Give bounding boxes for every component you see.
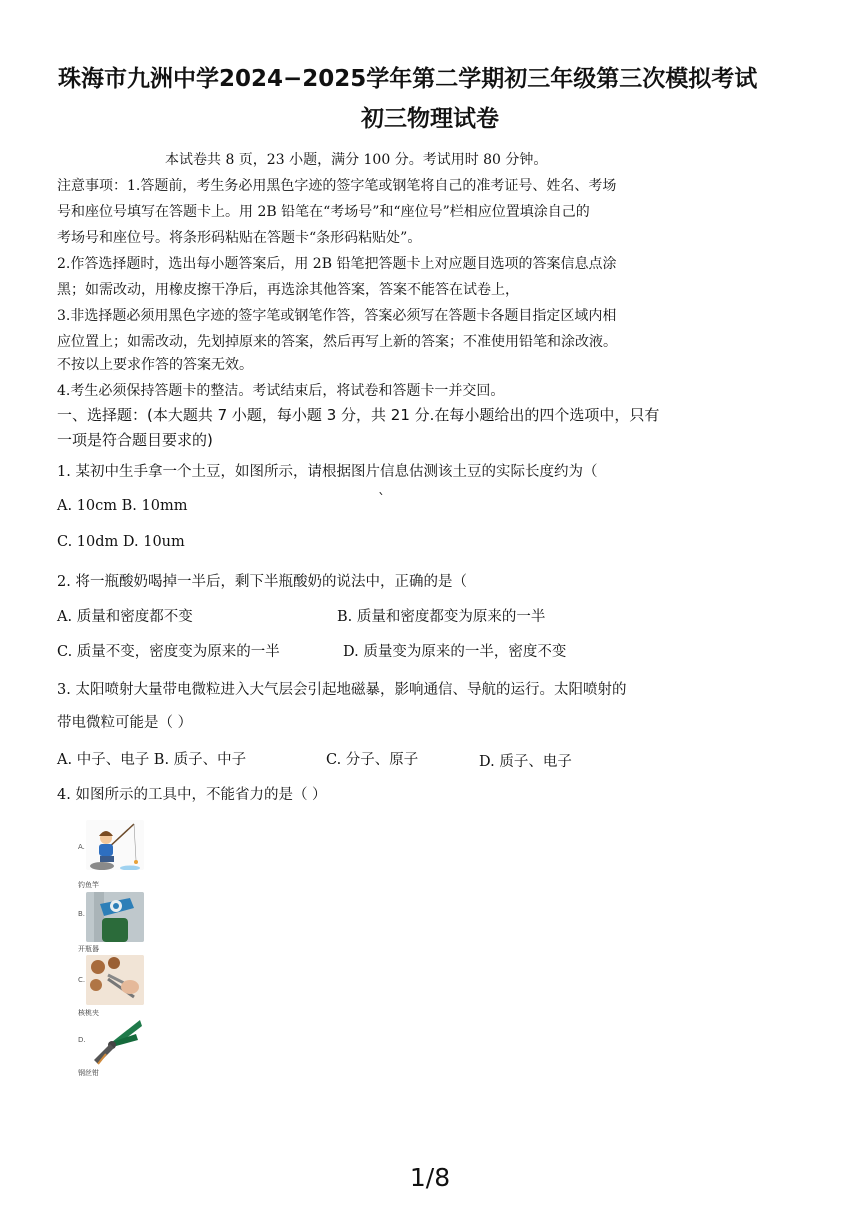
page-number: 1/8: [409, 1163, 451, 1192]
notes-line-7: 应位置上；如需改动，先划掉原来的答案，然后再写上新的答案；不准使用铅笔和涂改液。: [57, 334, 617, 350]
question-2-option-d: D. 质量变为原来的一半，密度不变: [343, 644, 567, 660]
figure-d-name: 钢丝钳: [78, 1069, 99, 1077]
fishing-rod-icon: [86, 820, 144, 870]
question-2-option-a: A. 质量和密度都不变: [57, 609, 193, 625]
question-3-option-c: C. 分子、原子: [326, 752, 419, 768]
question-2-stem: 2. 将一瓶酸奶喝掉一半后，剩下半瓶酸奶的说法中，正确的是（: [57, 574, 467, 590]
exam-title-line2: 初三物理试卷: [361, 106, 499, 132]
notes-line-8: 不按以上要求作答的答案无效。: [57, 357, 253, 373]
exam-title-line1: 珠海市九洲中学2024−2025学年第二学期初三年级第三次模拟考试: [58, 66, 758, 92]
section-heading-line1: 一、选择题：(本大题共 7 小题，每小题 3 分，共 21 分.在每小题给出的四个选项中，只有: [57, 406, 660, 424]
notes-line-6: 3.非选择题必须用黑色字迹的签字笔或钢笔作答，答案必须写在答题卡各题目指定区域内相: [57, 308, 617, 324]
question-3-stem-line2: 带电微粒可能是（ ）: [57, 715, 193, 731]
pliers-icon: [86, 1018, 144, 1068]
question-1-options-ab: A. 10cm B. 10mm: [57, 498, 188, 514]
notes-line-4: 2.作答选择题时，选出每小题答案后，用 2B 铅笔把答题卡上对应题目选项的答案信息点涂: [57, 256, 617, 272]
question-3-stem-line1: 3. 太阳喷射大量带电微粒进入大气层会引起地磁暴，影响通信、导航的运行。太阳喷射的: [57, 682, 627, 698]
bottle-opener-icon: [86, 892, 144, 942]
question-1-mark: `: [378, 492, 386, 508]
notes-line-5: 黑；如需改动，用橡皮擦干净后，再选涂其他答案，答案不能答在试卷上，: [57, 282, 519, 298]
question-4-figure: [72, 818, 162, 1080]
figure-a-name: 钓鱼竿: [78, 881, 99, 889]
exam-summary: 本试卷共 8 页，23 小题，满分 100 分。考试用时 80 分钟。: [165, 152, 548, 168]
figure-b-letter: B.: [78, 910, 86, 918]
notes-line-3: 考场号和座位号。将条形码粘贴在答题卡“条形码粘贴处”。: [57, 230, 422, 246]
notes-line-9: 4.考生必须保持答题卡的整洁。考试结束后，将试卷和答题卡一并交回。: [57, 383, 505, 399]
question-1-options-cd: C. 10dm D. 10um: [57, 534, 185, 550]
notes-line-1: 注意事项：1.答题前，考生务必用黑色字迹的签字笔或钢笔将自己的准考证号、姓名、考场: [57, 178, 617, 194]
question-1-stem: 1. 某初中生手拿一个土豆，如图所示，请根据图片信息估测该土豆的实际长度约为（: [57, 464, 598, 480]
figure-d-letter: D.: [78, 1036, 86, 1044]
figure-a-letter: A.: [78, 843, 85, 851]
section-heading-line2: 一项是符合题目要求的): [57, 431, 213, 449]
figure-c-name: 核桃夹: [78, 1009, 99, 1017]
figure-c-letter: C.: [78, 976, 86, 984]
figure-b-name: 开瓶器: [78, 945, 99, 953]
question-2-option-b: B. 质量和密度都变为原来的一半: [337, 609, 546, 625]
nutcracker-icon: [86, 955, 144, 1005]
notes-line-2: 号和座位号填写在答题卡上。用 2B 铅笔在“考场号”和“座位号”栏相应位置填涂自己的: [57, 204, 590, 220]
question-3-option-d: D. 质子、电子: [479, 754, 572, 770]
question-3-options-ab: A. 中子、电子 B. 质子、中子: [57, 752, 247, 768]
question-4-stem: 4. 如图所示的工具中，不能省力的是（ ）: [57, 787, 327, 803]
question-2-option-c: C. 质量不变，密度变为原来的一半: [57, 644, 280, 660]
